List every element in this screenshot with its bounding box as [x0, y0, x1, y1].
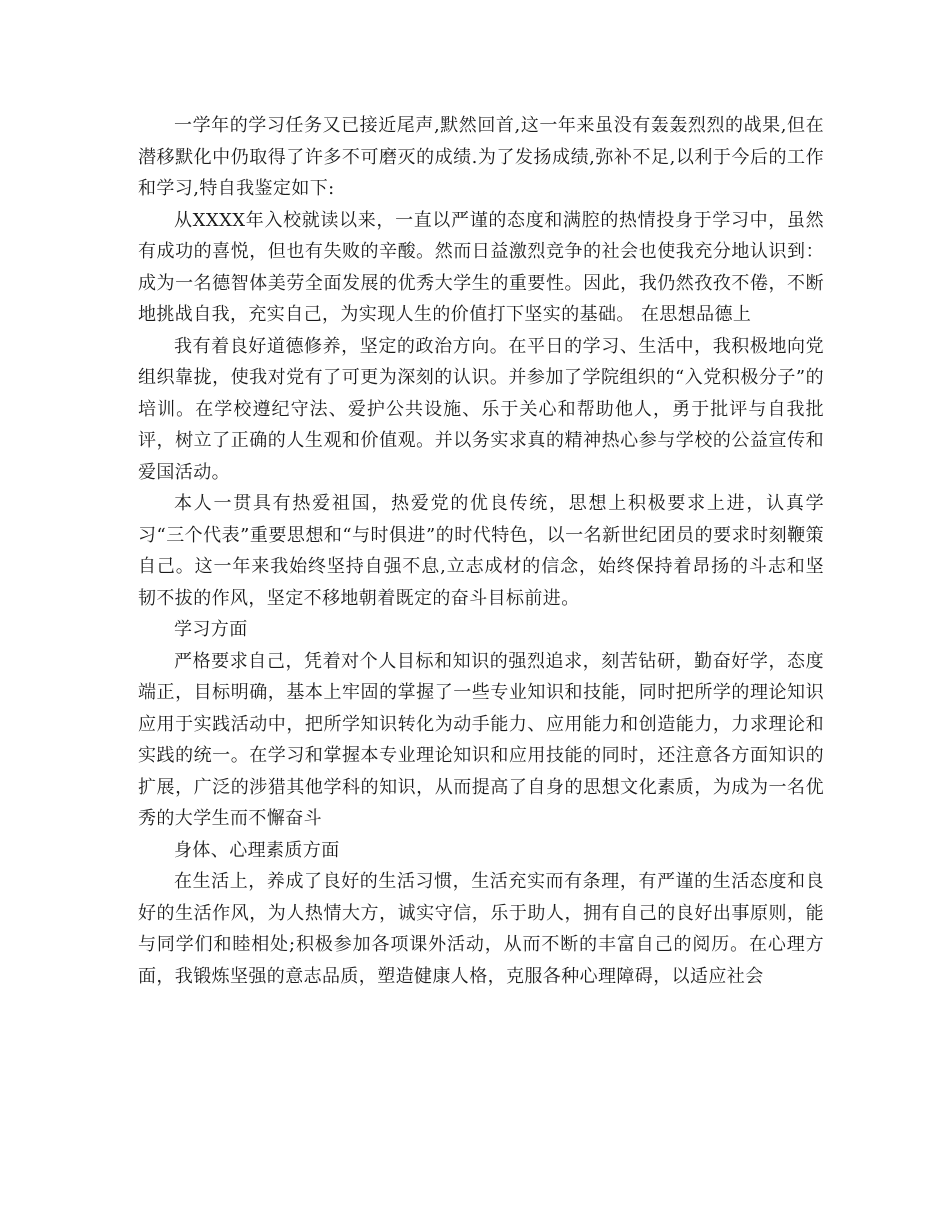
moral-paragraph: 我有着良好道德修养，坚定的政治方向。在平日的学习、生活中，我积极地向党组织靠拢，使我对党有了可更为深刻的认识。并参加了学院组织的“入党积极分子”的培训。在学校遵纪守法、爱护公共设施、乐于关心和帮助他人，勇于批评与自我批评，树立了正确的人生观和价值观。并以务实求真的精神热心参与学校的公益宣传和爱国活动。: [138, 335, 824, 483]
health-heading: 身体、心理素质方面: [174, 839, 340, 861]
health-paragraph: 在生活上，养成了良好的生活习惯，生活充实而有条理，有严谨的生活态度和良好的生活作风，为人热情大方，诚实守信，乐于助人，拥有自己的良好出事原则，能与同学们和睦相处;积极参加各项课外活动，从而不断的丰富自己的阅历。在心理方面，我锻炼坚强的意志品质，塑造健康人格，克服各种心理障碍，以适应社会: [138, 871, 824, 987]
document-body: [138, 110, 824, 992]
patriotism-paragraph: 本人一贯具有热爱祖国，热爱党的优良传统，思想上积极要求上进，认真学习“三个代表”重要思想和“与时俱进”的时代特色，以一名新世纪团员的要求时刻鞭策自己。这一年来我始终坚持自强不息,立志成材的信念，始终保持着昂扬的斗志和坚韧不拔的作风，坚定不移地朝着既定的奋斗目标前进。: [138, 493, 824, 609]
enrollment-paragraph: 从XXXX年入校就读以来，一直以严谨的态度和满腔的热情投身于学习中，虽然有成功的喜悦，但也有失败的辛酸。然而日益激烈竞争的社会也使我充分地认识到：成为一名德智体美劳全面发展的优秀大学生的重要性。因此，我仍然孜孜不倦，不断地挑战自我，充实自己，为实现人生的价值打下坚实的基础。 在思想品德上: [138, 209, 824, 325]
study-heading: 学习方面: [174, 619, 248, 640]
study-paragraph: 严格要求自己，凭着对个人目标和知识的强烈追求，刻苦钻研，勤奋好学，态度端正，目标明确，基本上牢固的掌握了一些专业知识和技能，同时把所学的理论知识应用于实践活动中，把所学知识转化为动手能力、应用能力和创造能力，力求理论和实践的统一。在学习和掌握本专业理论知识和应用技能的同时，还注意各方面知识的扩展，广泛的涉猎其他学科的知识，从而提高了自身的思想文化素质，为成为一名优秀的大学生而不懈奋斗: [138, 650, 824, 829]
intro-paragraph: 一学年的学习任务又已接近尾声,默然回首,这一年来虽没有轰轰烈烈的战果,但在潜移默化中仍取得了许多不可磨灭的成绩.为了发扬成绩,弥补不足,以利于今后的工作和学习,特自我鉴定如下:: [138, 115, 824, 199]
